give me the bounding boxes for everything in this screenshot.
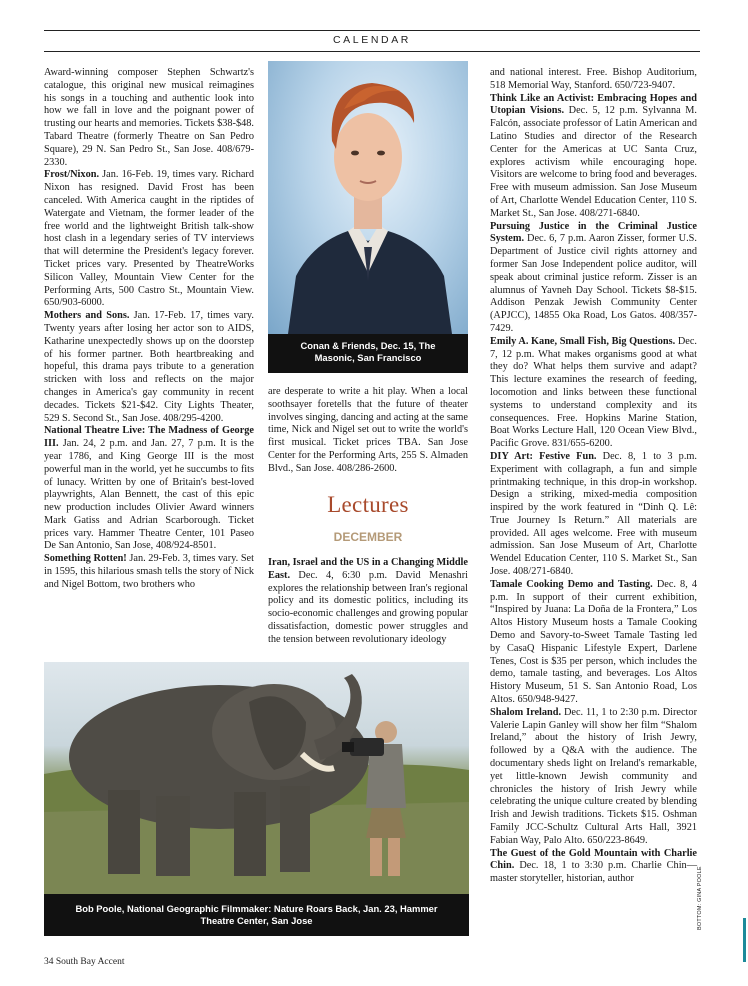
listing-think-like-activist: Think Like an Activist: Embracing Hopes and Utopian Visions. Dec. 5, 12 p.m. Sylvanna M. Falcón, associate professor of Latin American and Latino Studies and director of the Research Center for the Americas at UC Santa Cruz, explores activism while encouraging hope. Visitors are welcome to bring food and beverages. Free with museum admission. San Jose Museum of Art, Charlotte Wendel Education Center, 110 S. Market St., San Jose. 408/271-6840. bbox=[490, 92, 697, 219]
section-header: CALENDAR bbox=[333, 34, 411, 46]
column-3 bbox=[490, 67, 697, 886]
listing-madness-of-george: National Theatre Live: The Madness of George III. Jan. 24, 2 p.m. and Jan. 27, 7 p.m. It is the year 1786, and King George III is the most powerful man in the world, yet he succumbs to fits of lunacy. Written by one of Britain's best-loved playwrights, Alan Bennett, the cast of this epic new production includes Olivier Award winners Mark Gatiss and Adrian Scarborough. Ticket prices vary. Hammer Theatre Center, 101 Paseo De San Antonio, San Jose, 408/924-8501. bbox=[44, 425, 254, 552]
listing-diy-art: DIY Art: Festive Fun. Dec. 8, 1 to 3 p.m. Experiment with collagraph, a fun and simple printmaking technique, in this drop-in workshop. Design a striking, mixed-media composition inspired by the work featured in “Dinh Q. Lê: True Journey Is Return.” All materials are provided. All ages welcome. Free with museum admission. San Jose Museum of Art, Charlotte Wendel Education Center, 110 S. Market St., San Jose. 408/271-6840. bbox=[490, 450, 697, 578]
month-heading: DECEMBER bbox=[333, 530, 403, 544]
listing-continued: are desperate to write a hit play. When a local soothsayer foretells that the future of theater involves singing, dancing and acting at the same time, Nick and Nigel set out to write the world's first musical. Ticket prices TBA. San Jose Center for the Performing Arts, 255 S. Almaden Blvd., San Jose. 408/286-2600. bbox=[268, 386, 468, 474]
elephant-scene-illustration bbox=[44, 662, 469, 894]
conan-portrait-illustration bbox=[268, 61, 468, 334]
listing-mothers-and-sons: Mothers and Sons. Jan. 17-Feb. 17, times vary. Twenty years after losing her actor son to AIDS, Katharine unexpectedly shows up on the doorstep of his former partner. Both heartbreaking and hopeful, this drama pays tribute to a generation stricken with loss and reflects on the major changes in America's gay community in recent decades. Tickets $21-$42. City Lights Theater, 529 S. Second St., San Jose. 408/295-4200. bbox=[44, 310, 254, 424]
photo-credit: BOTTOM: GINA POOLE bbox=[697, 866, 703, 930]
conan-photo bbox=[268, 61, 468, 334]
lectures-heading: Lectures bbox=[327, 492, 409, 517]
listing-frost-nixon: Frost/Nixon. Jan. 16-Feb. 19, times vary. Richard Nixon has resigned. David Frost has been canceled. With America caught in the riptides of Watergate and Vietnam, the former leader of the free world and the lightweight British talk-show host clash in a legendary series of TV interviews that will determine the President's legacy forever. Ticket prices vary. Presented by TheatreWorks Silicon Valley, Mountain View Center for the Performing Arts, 500 Castro St., Mountain View. 650/903-6000. bbox=[44, 169, 254, 309]
listing-pursuing-justice: Pursuing Justice in the Criminal Justice System. Dec. 6, 7 p.m. Aaron Zisser, former U.S. Department of Justice civil rights attorney and former San Jose Independent police auditor, will speak about criminal justice reform. Zisser is an alumnus of Yavneh Day School. Tickets $8-$15. Addison Penzak Jewish Community Center (APJCC), 14855 Oka Road, Los Gatos. 408/357-7429. bbox=[490, 220, 697, 334]
listing-something-rotten: Something Rotten! Jan. 29-Feb. 3, times vary. Set in 1595, this hilarious smash tells the story of Nick and Nigel Bottom, two brothers who bbox=[44, 553, 254, 590]
elephant-caption: Bob Poole, National Geographic Filmmaker: Nature Roars Back, Jan. 23, Hammer Theatre Center, San Jose bbox=[44, 894, 469, 936]
section-rule bbox=[44, 51, 700, 52]
top-rule bbox=[44, 30, 700, 31]
column-2-lectures bbox=[268, 557, 468, 647]
listing-continued: Award-winning composer Stephen Schwartz's catalogue, this original new musical reimagines his songs in a touching and authentic look into how we fall in love and the poignant power of trusting our hearts and memories. Tickets $38-$48. Tabard Theatre (formerly Theatre on San Pedro Square), 29 N. San Pedro St., San Jose. 408/679-2330. bbox=[44, 67, 254, 168]
column-1 bbox=[44, 67, 254, 592]
listing-small-fish: Emily A. Kane, Small Fish, Big Questions. Dec. 7, 12 p.m. What makes organisms good at what they do? What helps them survive and adapt? This lecture examines the research of feeding, locomotion and links between these functional systems to understand complexity and its consequences. Free. Hopkins Marine Station, Boat Works Lecture Hall, 120 Ocean View Blvd., Pacific Grove. 831/655-6200. bbox=[490, 335, 697, 450]
conan-caption: Conan & Friends, Dec. 15, The Masonic, San Francisco bbox=[268, 334, 468, 373]
edge-color-mark bbox=[743, 918, 746, 962]
listing-tamale-demo: Tamale Cooking Demo and Tasting. Dec. 8, 4 p.m. In support of their current exhibition, “Inspired by Juana: La Doña de la Frontera,” Los Altos History Museum hosts a Tamale Cooking Demo and Savory-to-Sweet Tamale Tasting led by CasaQ Hispanic Lifestyle Expert, Darlene Tenes, Cost is $35 per person, which includes the demo, tamale tasting, and beverages. Los Altos History Museum, 51 S. San Antonio Road, Los Altos. 650/948-9427. bbox=[490, 578, 698, 706]
elephant-photo bbox=[44, 662, 469, 894]
page-footer: 34 South Bay Accent bbox=[44, 957, 125, 967]
listing-shalom-ireland: Shalom Ireland. Dec. 11, 1 to 2:30 p.m. Director Valerie Lapin Ganley will show her film “Shalom Ireland,” about the history of Irish Jewry, followed by a Q&A with the audience. The documentary sheds light on Ireland's remarkable, yet little-known Jewish community and chronicles the history of Irish Jewry while celebrating the unique culture created by blending Irish and Jewish traditions. Tickets $15. Oshman Family JCC-Schultz Cultural Arts Hall, 3921 Fabian Way, Palo Alto. 650/223-8649. bbox=[490, 706, 697, 846]
listing-gold-mountain: The Guest of the Gold Mountain with Charlie Chin. Dec. 18, 1 to 3:30 p.m. Charlie Chin—master storyteller, historian, author bbox=[490, 847, 697, 885]
listing-continued: and national interest. Free. Bishop Auditorium, 518 Memorial Way, Stanford. 650/723-9407. bbox=[490, 67, 697, 91]
column-2-continued bbox=[268, 386, 468, 476]
listing-iran-israel: Iran, Israel and the US in a Changing Middle East. Dec. 4, 6:30 p.m. David Menashri explores the relationship between Iran's regional policy and its domestic politics, including its socio-economic challenges and growing popular dissatisfaction, domestic power struggles and the tension between revolutionary ideology bbox=[268, 557, 468, 645]
